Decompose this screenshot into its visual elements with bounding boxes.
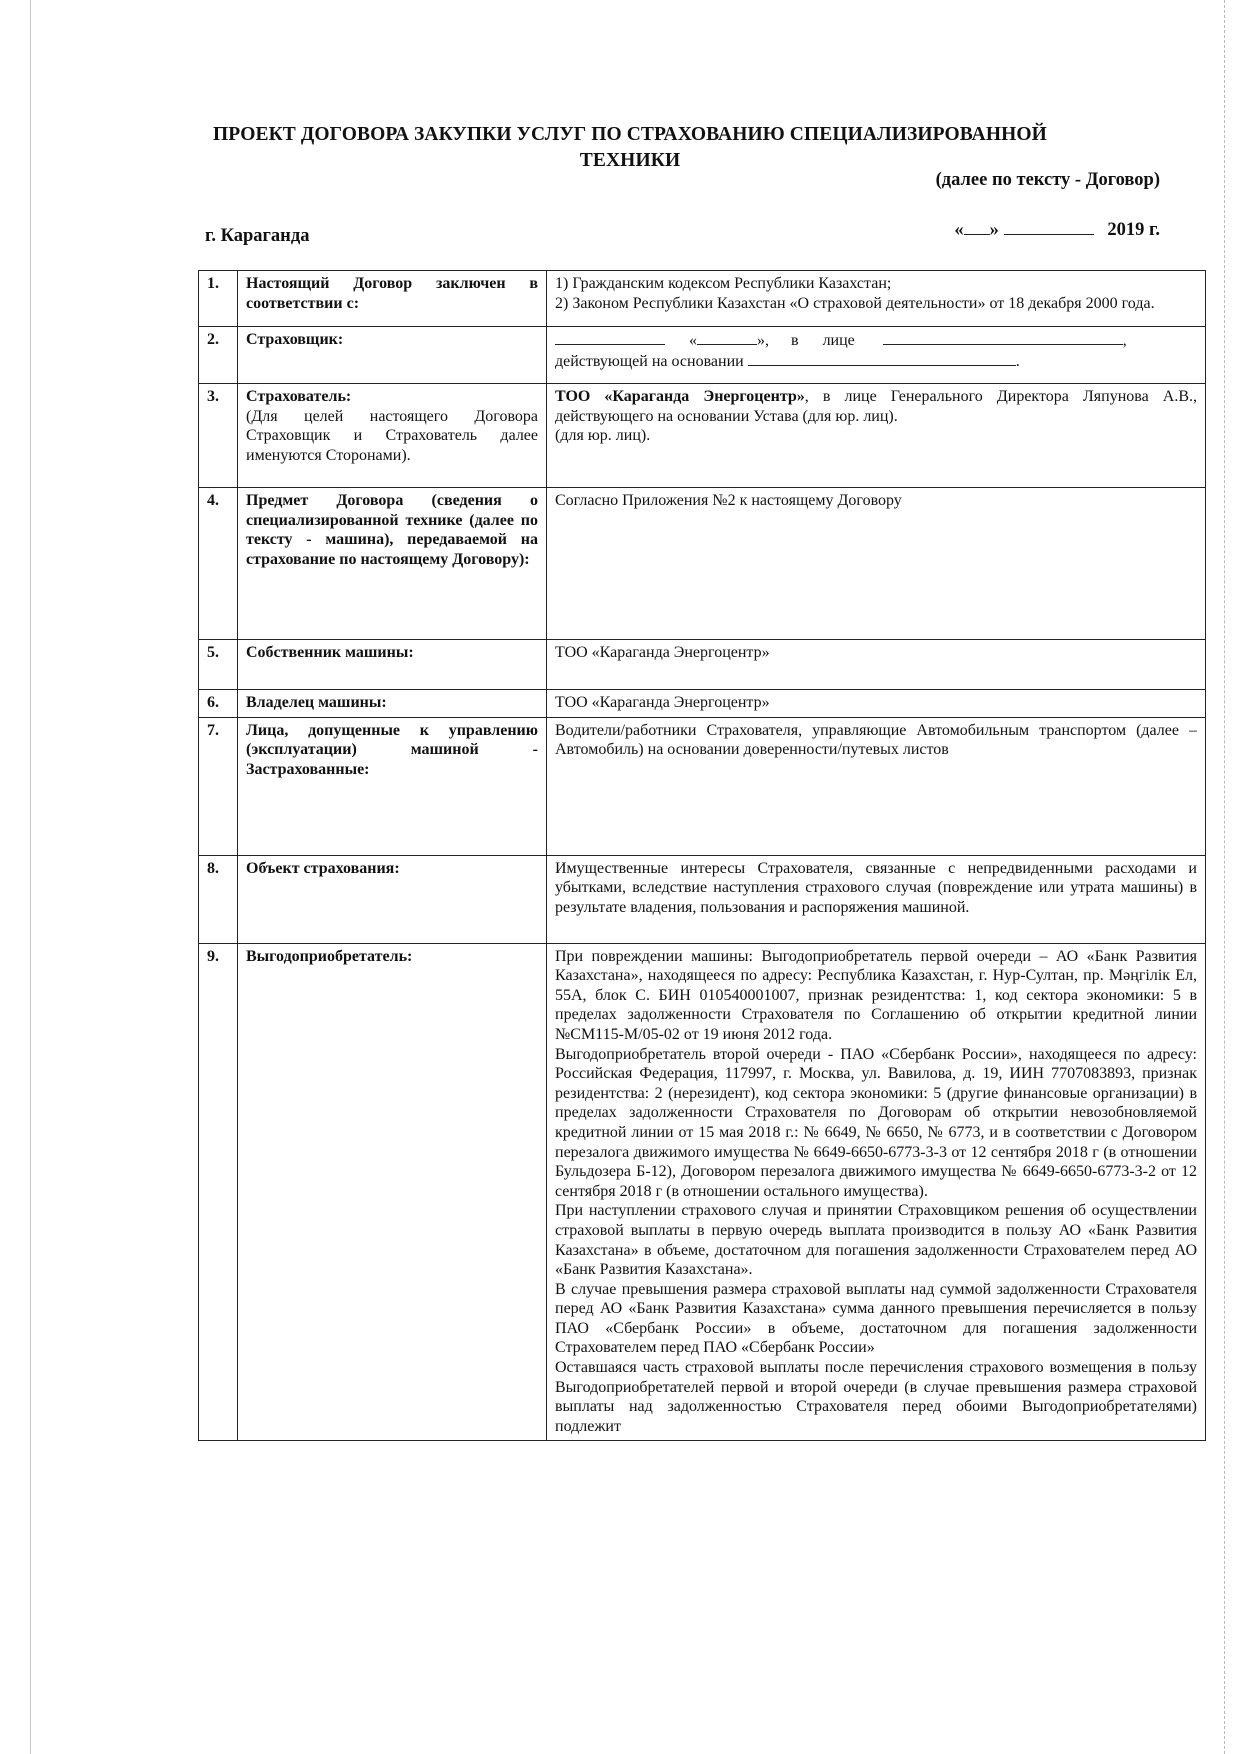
beneficiary-paragraph: Выгодоприобретатель второй очереди - ПАО «Сбербанк России», находящееся по адресу: Российская Федерация, 117997, г. Москва, ул. Вавилова, д. 19, ИИН 7707083893, признак резидентства: 2 (нерезидент), код сектора экономики: 5 (другие финансовые организации) в пределах задолженности Страхователя по Договорам об открытии невозобновляемой кредитной линии от 15 мая 2018 г.: № 6649, № 6650, № 6773, и в соответствии с Договором перезалога движимого имущества № 6649-6650-6773-3-3 от 12 сентября 2018 г (в отношении Бульдозера Б-12), Договором перезалога движимого имущества № 6649-6650-6773-3-2 от 12 сентября 2018 г (в отношении остального имущества). — [555, 1045, 1197, 1200]
row-label: Страховщик: — [238, 327, 547, 384]
row-label: Объект страхования: — [238, 855, 547, 943]
row-number: 5. — [199, 640, 238, 690]
row-label: Владелец машины: — [238, 690, 547, 718]
row-label: Собственник машины: — [238, 640, 547, 690]
document-title: ПРОЕКТ ДОГОВОРА ЗАКУПКИ УСЛУГ ПО СТРАХОВАНИЮ СПЕЦИАЛИЗИРОВАННОЙ ТЕХНИКИ — [213, 124, 1047, 171]
beneficiary-paragraph: При наступлении страхового случая и принятии Страховщиком решения об осуществлении страховой выплаты в первую очередь выплата производится в пользу АО «Банк Развития Казахстана» в объеме, достаточном для погашения задолженности Страхователем перед АО «Банк Развития Казахстана». — [555, 1202, 1197, 1279]
date-close-quote: » — [989, 220, 999, 240]
row-content: Имущественные интересы Страхователя, связанные с непредвиденными расходами и убытками, вследствие наступления страхового случая (повреждение или утрата машины) в результате владения, пользования и распоряжения машиной. — [547, 855, 1206, 943]
insurer-quote-blank — [697, 330, 757, 345]
table-row — [199, 640, 1206, 690]
row-number: 6. — [199, 690, 238, 718]
row-content: ТОО «Караганда Энергоцентр» — [547, 690, 1206, 718]
scan-edge-right — [1224, 0, 1226, 1754]
policyholder-details: , в лице Генерального Директора Ляпунова А.В., действующего на основании Устава (для юр. лиц). — [555, 388, 1197, 425]
insurer-line-1 — [555, 330, 1197, 351]
beneficiary-paragraph: При повреждении машины: Выгодоприобретатель первой очереди – АО «Банк Развития Казахстана», находящееся по адресу: Республика Казахстан, г. Нур-Султан, пр. Мәңгілік Ел, 55А, блок С. БИН 010540001007, признак резидентства: 1, код сектора экономики: 5 в пределах задолженности Страхователя по Соглашению об открытии кредитной линии №СМ115-М/05-02 от 19 июня 2012 года. — [555, 947, 1197, 1043]
date-day-blank — [964, 220, 990, 235]
insurer-in: в — [791, 332, 799, 349]
insurer-period: . — [1015, 352, 1020, 370]
row-number: 9. — [199, 943, 238, 1441]
row-content — [547, 327, 1206, 384]
scan-edge-left — [30, 0, 31, 1754]
insurer-quote-open: « — [689, 332, 697, 349]
row-label: Предмет Договора (сведения о специализированной технике (далее по тексту - машина), передаваемой на страхование по настоящему Договору): — [238, 488, 547, 640]
row-label — [238, 384, 547, 488]
insurer-quote-close: », — [757, 332, 769, 349]
insurer-line-2 — [555, 351, 1197, 372]
policyholder-note-2: (для юр. лиц). — [555, 427, 651, 445]
row-label: Лица, допущенные к управлению (эксплуатации) машиной - Застрахованные: — [238, 717, 547, 855]
table-row — [199, 717, 1206, 855]
row-content — [547, 943, 1206, 1441]
row-content: Водители/работники Страхователя, управляющие Автомобильным транспортом (далее – Автомобиль) на основании доверенности/путевых листов — [547, 717, 1206, 855]
row-label: Настоящий Договор заключен в соответствии с: — [238, 271, 547, 327]
insurer-name-blank — [555, 330, 665, 345]
document-subtitle: (далее по тексту - Договор) — [935, 170, 1160, 190]
contract-date — [954, 220, 1160, 241]
date-month-blank — [1004, 220, 1094, 235]
row-content — [547, 384, 1206, 488]
row-number: 4. — [199, 488, 238, 640]
list-item: 1) Гражданским кодексом Республики Казахстан; — [555, 275, 892, 292]
insurer-basis: действующей на основании — [555, 352, 744, 370]
date-year: 2019 г. — [1107, 220, 1160, 240]
policyholder-label: Страхователь: — [246, 388, 352, 405]
table-row — [199, 488, 1206, 640]
insurer-person: лице — [822, 332, 855, 349]
row-number: 2. — [199, 327, 238, 384]
list-item: 2) Законом Республики Казахстан «О страховой деятельности» от 18 декабря 2000 года. — [555, 294, 1155, 312]
row-content: Согласно Приложения №2 к настоящему Договору — [547, 488, 1206, 640]
table-row — [199, 271, 1206, 327]
beneficiary-paragraph: В случае превышения размера страховой выплаты над суммой задолженности Страхователя перед АО «Банк Развития Казахстана» сумма данного превышения перечисляется в пользу ПАО «Сбербанк России» в объеме, достаточном для погашения задолженности Страхователем перед ПАО «Сбербанк России» — [555, 1280, 1197, 1357]
policyholder-name: ТОО «Караганда Энергоцентр» — [555, 388, 805, 405]
contract-table — [198, 270, 1206, 1441]
row-number: 7. — [199, 717, 238, 855]
row-content: ТОО «Караганда Энергоцентр» — [547, 640, 1206, 690]
row-number: 1. — [199, 271, 238, 327]
insurer-comma: , — [1122, 332, 1127, 349]
insurer-person-blank — [883, 330, 1123, 345]
beneficiary-paragraph: Оставшаяся часть страховой выплаты после перечисления страхового возмещения в пользу Выгодоприобретателей первой и второй очереди (в случае превышения размера страховой выплаты над задолженностью Страхователя перед обоими Выгодоприобретателями) подлежит — [555, 1359, 1197, 1435]
table-row — [199, 384, 1206, 488]
row-content — [547, 271, 1206, 327]
date-open-quote: « — [954, 220, 964, 240]
policyholder-note: (Для целей настоящего Договора Страховщик и Страхователь далее именуются Сторонами). — [246, 407, 538, 464]
contract-city: г. Караганда — [205, 226, 310, 246]
table-row — [199, 855, 1206, 943]
table-row — [199, 943, 1206, 1441]
row-number: 3. — [199, 384, 238, 488]
table-row — [199, 690, 1206, 718]
row-number: 8. — [199, 855, 238, 943]
insurer-basis-blank — [748, 351, 1016, 366]
row-label: Выгодоприобретатель: — [238, 943, 547, 1441]
table-row — [199, 327, 1206, 384]
